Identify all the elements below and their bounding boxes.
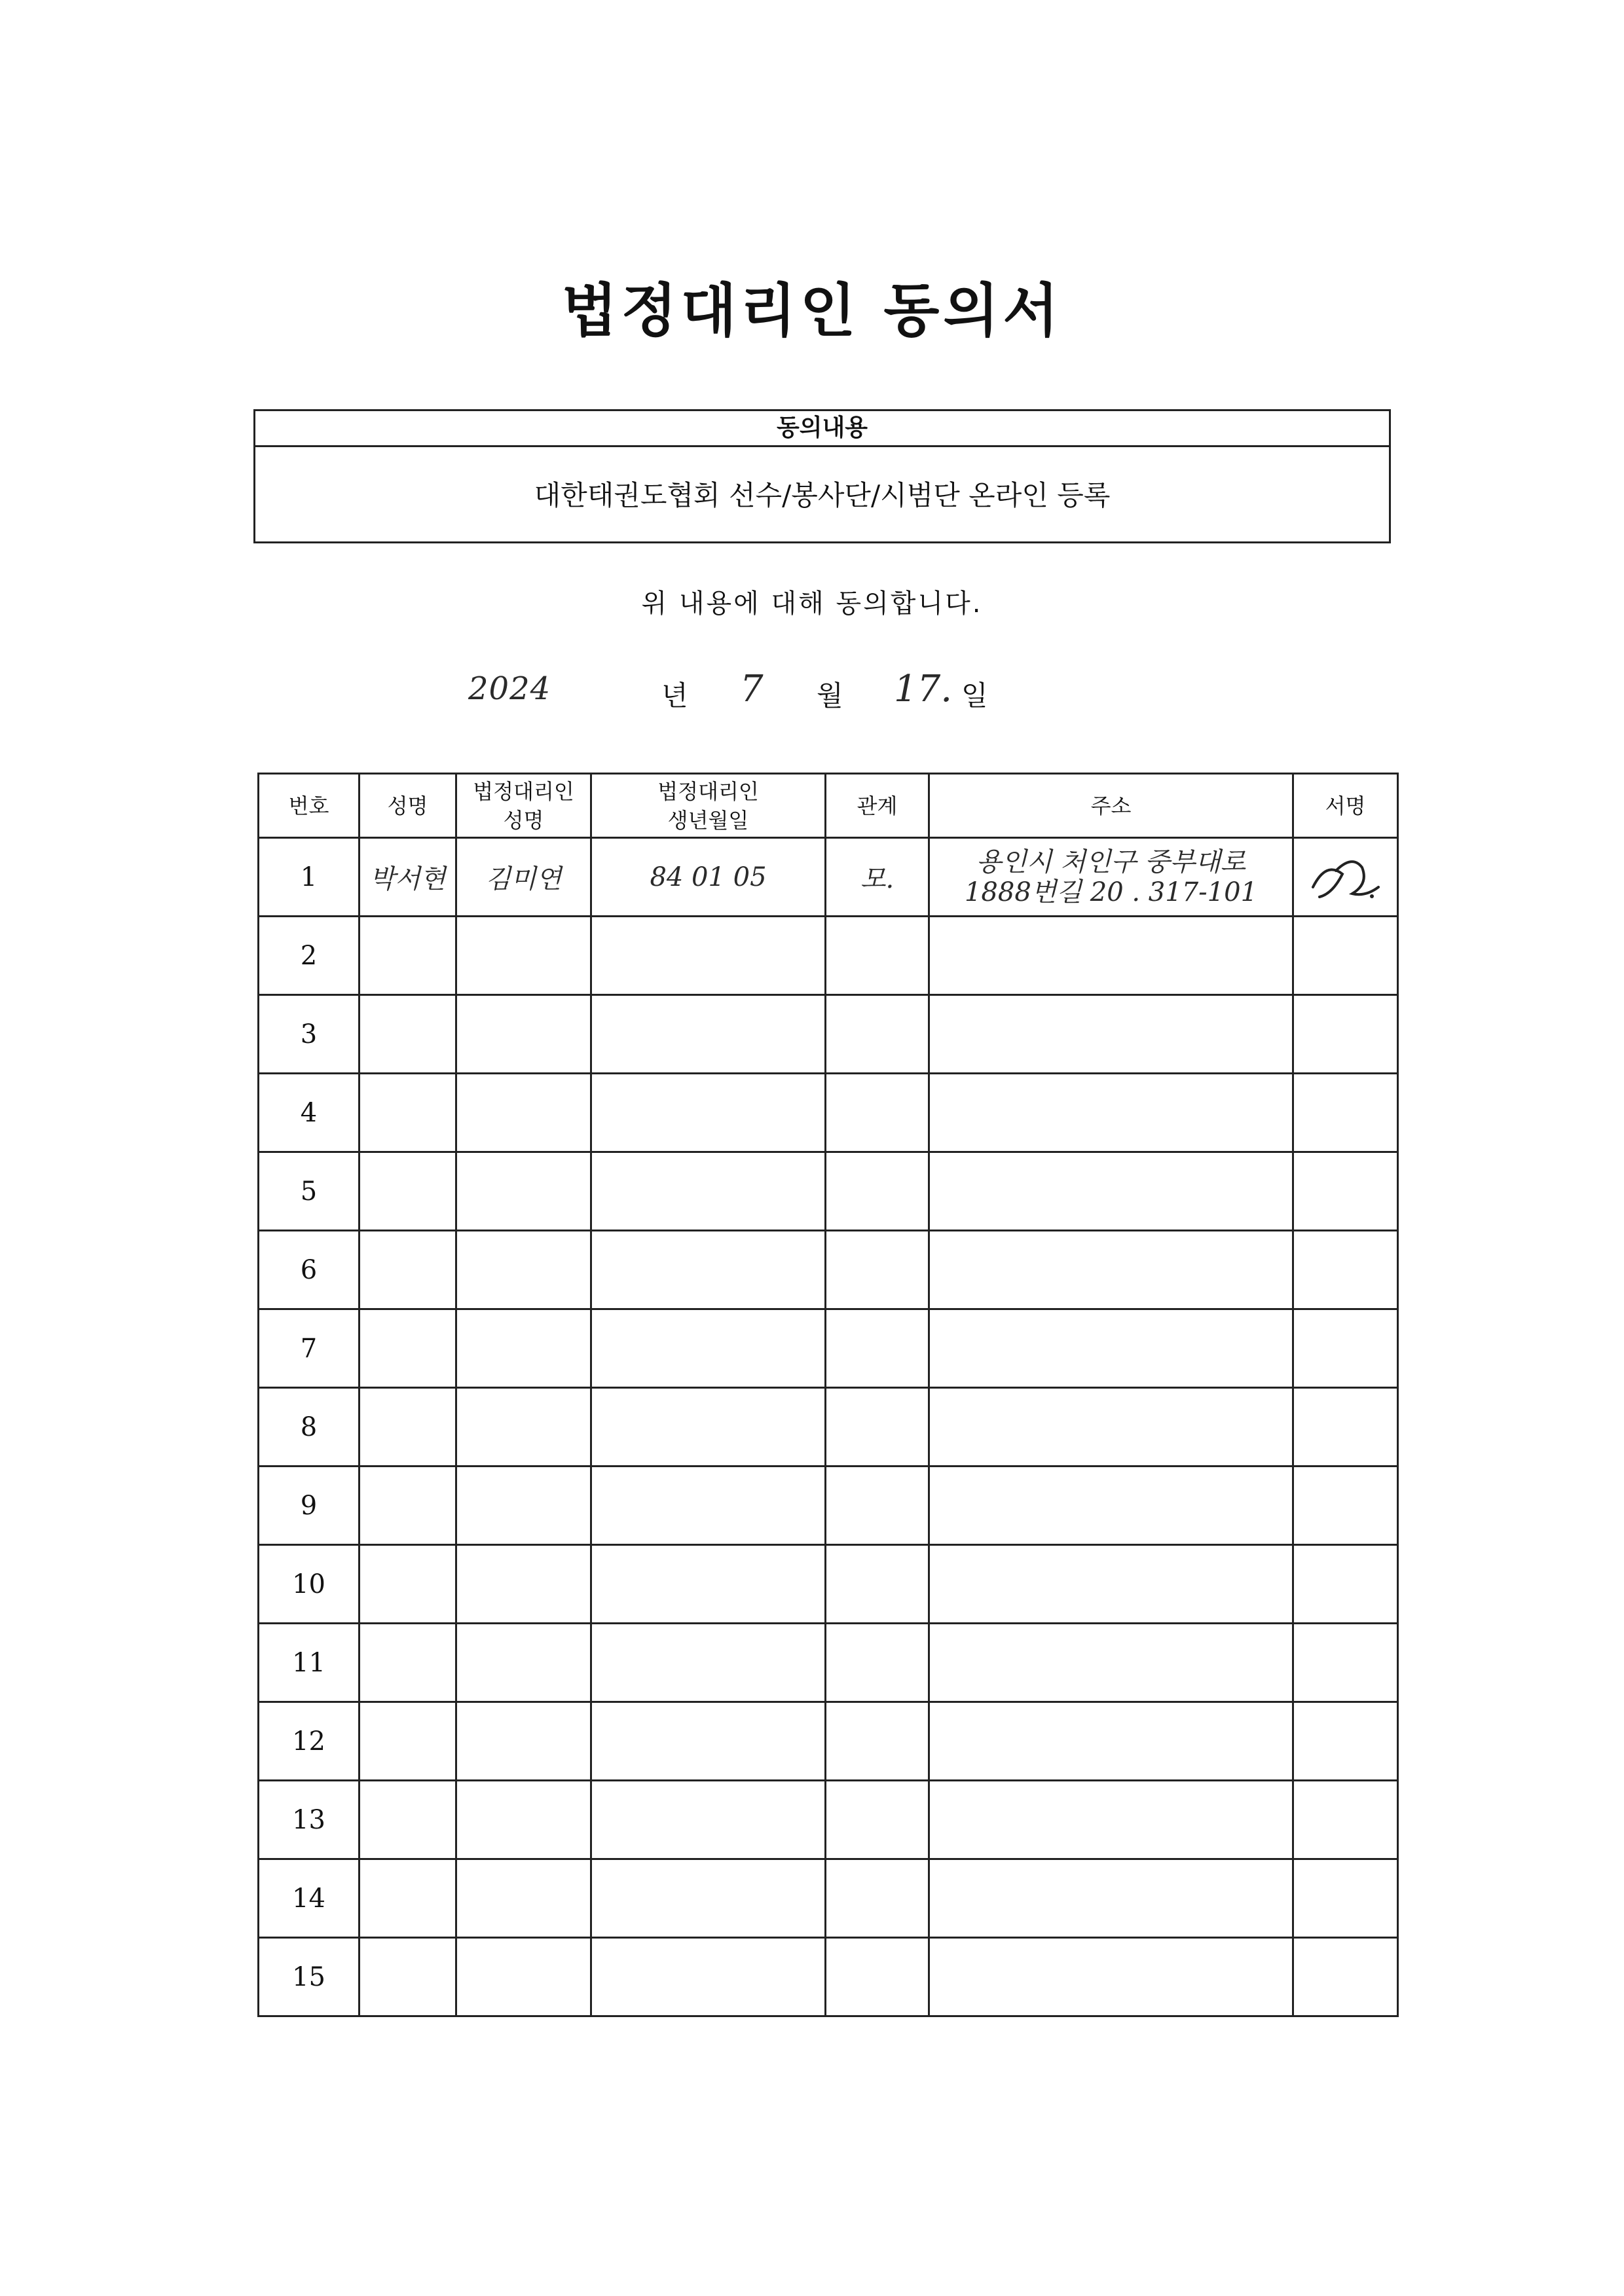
cell-signature [1293, 1938, 1398, 2016]
cell-no: 9 [259, 1467, 360, 1545]
cell-relation [826, 1467, 929, 1545]
consent-text: 대한태권도협회 선수/봉사단/시범단 온라인 등록 [534, 479, 1111, 511]
cell-address [929, 1859, 1293, 1938]
cell-guardian-name [456, 1938, 591, 2016]
header-signature: 서명 [1293, 774, 1398, 838]
cell-no: 14 [259, 1859, 360, 1938]
cell-guardian-birth [591, 1388, 826, 1467]
table-row [259, 1624, 1398, 1702]
cell-guardian-birth [591, 1545, 826, 1624]
date-row [0, 668, 1624, 720]
cell-address [929, 1702, 1293, 1781]
cell-no: 4 [259, 1074, 360, 1152]
header-relation: 관계 [826, 774, 929, 838]
cell-relation: 모. [826, 838, 929, 917]
header-no: 번호 [259, 774, 360, 838]
cell-guardian-birth [591, 1781, 826, 1859]
cell-no: 2 [259, 917, 360, 995]
cell-signature [1293, 1388, 1398, 1467]
cell-guardian-name [456, 1467, 591, 1545]
cell-guardian-name [456, 1781, 591, 1859]
table-header-row [259, 774, 1398, 838]
cell-address [929, 1781, 1293, 1859]
cell-no: 11 [259, 1624, 360, 1702]
cell-relation [826, 917, 929, 995]
table-row [259, 1545, 1398, 1624]
cell-address [929, 1309, 1293, 1388]
cell-no: 6 [259, 1231, 360, 1309]
guardian-table [257, 773, 1399, 2017]
table-row [259, 1309, 1398, 1388]
table-row [259, 1467, 1398, 1545]
cell-address [929, 1388, 1293, 1467]
table-row [259, 838, 1398, 917]
cell-signature [1293, 917, 1398, 995]
document-title: 법정대리인 동의서 [561, 276, 1063, 344]
table-row [259, 1938, 1398, 2016]
table-row [259, 1388, 1398, 1467]
cell-relation [826, 1152, 929, 1231]
cell-no: 8 [259, 1388, 360, 1467]
cell-guardian-birth [591, 1152, 826, 1231]
cell-relation [826, 995, 929, 1074]
cell-name [360, 1938, 456, 2016]
cell-guardian-name [456, 995, 591, 1074]
cell-no: 10 [259, 1545, 360, 1624]
cell-signature [1293, 1624, 1398, 1702]
header-guardian-name: 법정대리인 성명 [456, 774, 591, 838]
cell-name [360, 1702, 456, 1781]
cell-signature [1293, 1231, 1398, 1309]
cell-name [360, 1467, 456, 1545]
cell-signature [1293, 1781, 1398, 1859]
table-row [259, 1859, 1398, 1938]
cell-name [360, 1545, 456, 1624]
cell-no: 15 [259, 1938, 360, 2016]
table-row [259, 1074, 1398, 1152]
cell-guardian-name [456, 1545, 591, 1624]
cell-guardian-birth: 84 01 05 [591, 838, 826, 917]
cell-signature [1293, 1309, 1398, 1388]
cell-no: 12 [259, 1702, 360, 1781]
cell-name [360, 1231, 456, 1309]
cell-no: 1 [259, 838, 360, 917]
cell-name [360, 1624, 456, 1702]
cell-guardian-birth [591, 917, 826, 995]
cell-guardian-birth [591, 1231, 826, 1309]
cell-name [360, 1388, 456, 1467]
cell-guardian-name: 김미연 [456, 838, 591, 917]
cell-guardian-name [456, 1702, 591, 1781]
cell-address [929, 1938, 1293, 2016]
cell-relation [826, 1859, 929, 1938]
cell-name [360, 1781, 456, 1859]
cell-guardian-name [456, 917, 591, 995]
date-month: 7 [740, 668, 764, 710]
cell-guardian-birth [591, 1624, 826, 1702]
cell-guardian-name [456, 1624, 591, 1702]
cell-signature [1293, 1152, 1398, 1231]
cell-address [929, 1545, 1293, 1624]
cell-guardian-name [456, 1309, 591, 1388]
cell-address [929, 1152, 1293, 1231]
date-day-label: 일 [961, 680, 988, 712]
cell-guardian-birth [591, 1074, 826, 1152]
cell-no: 3 [259, 995, 360, 1074]
cell-relation [826, 1624, 929, 1702]
cell-name: 박서현 [360, 838, 456, 917]
cell-no: 13 [259, 1781, 360, 1859]
date-year: 2024 [468, 670, 551, 707]
header-name: 성명 [360, 774, 456, 838]
table-row [259, 1152, 1398, 1231]
cell-relation [826, 1309, 929, 1388]
consent-box [253, 409, 1391, 543]
cell-address [929, 1624, 1293, 1702]
cell-relation [826, 1781, 929, 1859]
signature-mark [1306, 848, 1385, 907]
cell-address [929, 1467, 1293, 1545]
cell-address [929, 1231, 1293, 1309]
cell-relation [826, 1938, 929, 2016]
cell-guardian-name [456, 1152, 591, 1231]
cell-name [360, 1152, 456, 1231]
cell-guardian-name [456, 1074, 591, 1152]
cell-name [360, 917, 456, 995]
cell-guardian-birth [591, 995, 826, 1074]
agree-statement: 위 내용에 대해 동의합니다. [641, 589, 983, 619]
table-row [259, 1781, 1398, 1859]
cell-address [929, 917, 1293, 995]
table-row [259, 1702, 1398, 1781]
date-year-label: 년 [661, 680, 688, 712]
cell-address [929, 995, 1293, 1074]
cell-guardian-birth [591, 1467, 826, 1545]
cell-guardian-birth [591, 1702, 826, 1781]
table-row [259, 995, 1398, 1074]
cell-signature [1293, 1467, 1398, 1545]
cell-relation [826, 1231, 929, 1309]
cell-name [360, 995, 456, 1074]
cell-relation [826, 1388, 929, 1467]
cell-guardian-name [456, 1388, 591, 1467]
table-row [259, 917, 1398, 995]
cell-relation [826, 1074, 929, 1152]
cell-address [929, 1074, 1293, 1152]
cell-guardian-birth [591, 1309, 826, 1388]
cell-name [360, 1859, 456, 1938]
cell-relation [826, 1702, 929, 1781]
cell-signature [1293, 838, 1398, 917]
cell-name [360, 1074, 456, 1152]
cell-signature [1293, 1074, 1398, 1152]
cell-no: 5 [259, 1152, 360, 1231]
table-row [259, 1231, 1398, 1309]
cell-signature [1293, 1545, 1398, 1624]
header-guardian-birth: 법정대리인 생년월일 [591, 774, 826, 838]
cell-signature [1293, 1702, 1398, 1781]
cell-guardian-name [456, 1231, 591, 1309]
cell-signature [1293, 1859, 1398, 1938]
cell-guardian-birth [591, 1938, 826, 2016]
header-address: 주소 [929, 774, 1293, 838]
cell-name [360, 1309, 456, 1388]
consent-header: 동의내용 [255, 411, 1389, 447]
cell-address: 용인시 처인구 중부대로 1888번길 20 . 317-101 [929, 838, 1293, 917]
cell-no: 7 [259, 1309, 360, 1388]
date-day: 17. [894, 668, 953, 710]
cell-relation [826, 1545, 929, 1624]
cell-guardian-name [456, 1859, 591, 1938]
cell-guardian-birth [591, 1859, 826, 1938]
cell-signature [1293, 995, 1398, 1074]
date-month-label: 월 [817, 680, 843, 712]
